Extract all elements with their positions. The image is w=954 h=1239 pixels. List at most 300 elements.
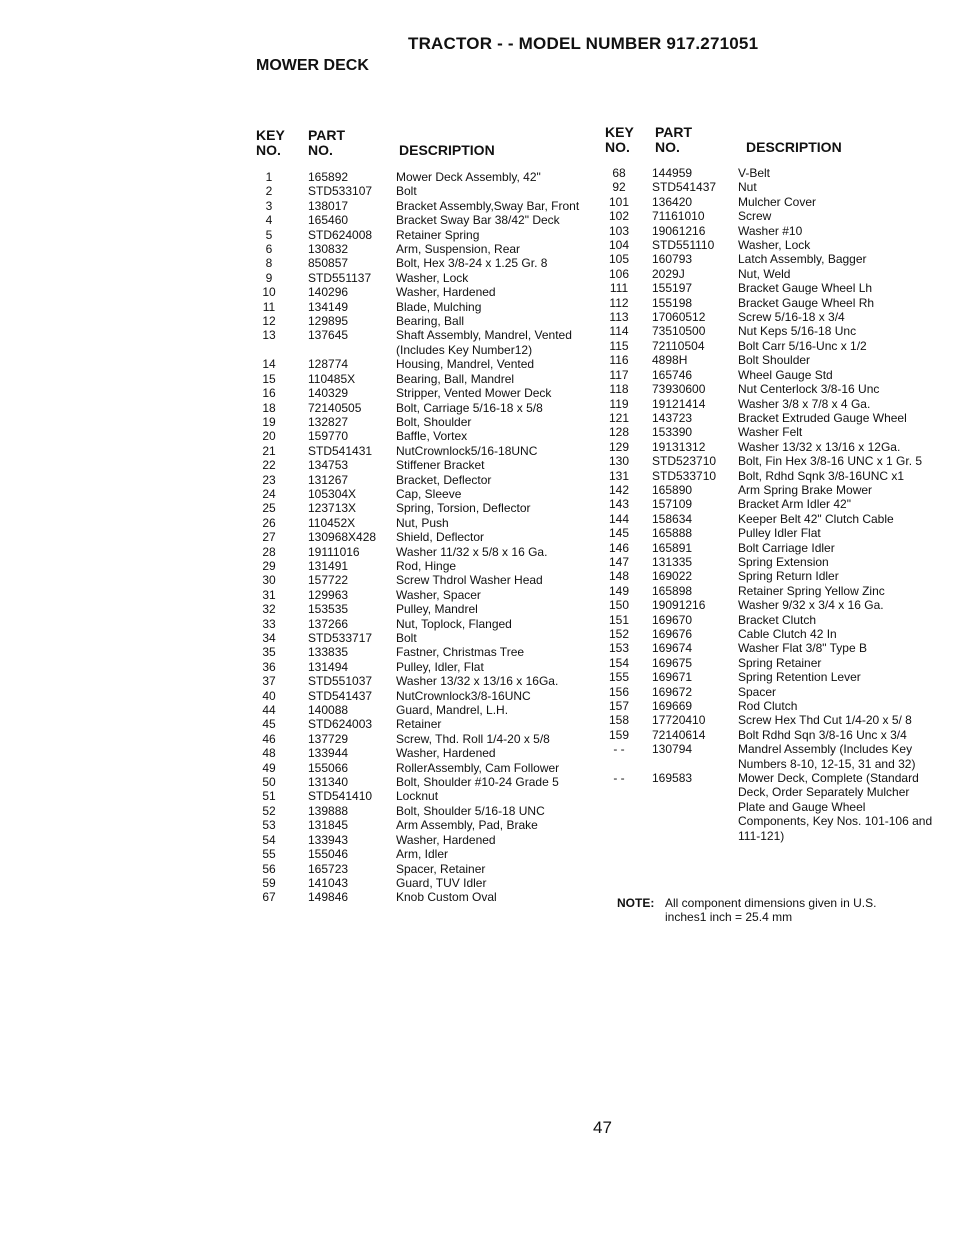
part-description: Bracket Extruded Gauge Wheel	[738, 410, 907, 425]
key-number: 48	[262, 746, 276, 761]
part-number: 165460	[308, 213, 349, 228]
part-description: Arm Spring Brake Mower	[738, 482, 873, 497]
parts-row	[600, 670, 933, 684]
part-description: Washer, Lock	[396, 270, 469, 285]
parts-row	[252, 761, 581, 775]
parts-row	[252, 588, 581, 602]
parts-row	[252, 833, 581, 847]
part-description: Latch Assembly, Bagger	[738, 252, 867, 267]
part-description: Retainer Spring Yellow Zinc	[738, 583, 885, 598]
part-number: 132827	[308, 414, 349, 429]
part-number: 155066	[308, 760, 349, 775]
key-number: 119	[609, 396, 629, 411]
key-number: 101	[608, 194, 630, 209]
key-number: 6	[265, 242, 273, 257]
part-description: Washer 9/32 x 3/4 x 16 Ga.	[738, 598, 884, 613]
parts-row	[600, 771, 933, 843]
parts-row	[252, 473, 581, 487]
parts-row	[252, 184, 581, 198]
key-number: 23	[262, 472, 276, 487]
part-description: NutCrownlock3/8-16UNC	[396, 688, 531, 703]
part-description: Washer 11/32 x 5/8 x 16 Ga.	[396, 544, 548, 559]
part-description: Washer 13/32 x 13/16 x 12Ga.	[738, 439, 901, 454]
parts-row	[252, 789, 581, 803]
part-description: Knob Custom Oval	[396, 890, 497, 905]
parts-row	[600, 166, 933, 180]
key-number: 25	[262, 501, 276, 516]
part-number: 130968X428	[308, 530, 377, 545]
part-description: Rod Clutch	[738, 699, 798, 714]
part-description: Bolt, Shoulder #10-24 Grade 5	[396, 775, 559, 790]
key-number: 153	[608, 641, 630, 656]
part-description: Bracket Clutch	[738, 612, 817, 627]
part-number: 110485X	[308, 371, 356, 386]
parts-row	[600, 296, 933, 310]
key-number: 106	[608, 266, 630, 281]
part-description: Bracket Arm Idler 42"	[738, 497, 851, 512]
key-number: 50	[262, 775, 276, 790]
key-number: 2	[265, 184, 273, 199]
right-parts-list	[600, 166, 933, 843]
key-number: 155	[608, 670, 630, 685]
parts-row	[252, 501, 581, 515]
key-number: 30	[262, 573, 276, 588]
part-description: Guard, Mandrel, L.H.	[396, 703, 509, 718]
key-number: 46	[262, 731, 276, 746]
parts-row	[252, 314, 581, 328]
key-number: 130	[608, 454, 630, 469]
part-number: 131267	[308, 472, 349, 487]
part-number: 169672	[652, 684, 693, 699]
part-description: Blade, Mulching	[396, 299, 482, 314]
part-description: Spring Retainer	[738, 655, 822, 670]
part-description: Shaft Assembly, Mandrel, Vented (Includes Key Number12)	[396, 328, 572, 357]
part-description: Mower Deck, Complete (Standard Deck, Order Separately Mulcher Plate and Gauge Wheel Components, Key Nos. 101-106 and 111-121)	[738, 771, 933, 843]
part-number: 128774	[308, 357, 349, 372]
part-description: Mower Deck Assembly, 42"	[396, 170, 541, 184]
part-number: 169671	[652, 670, 693, 685]
parts-row	[600, 469, 933, 483]
key-number: 112	[609, 295, 629, 310]
key-number: 105	[608, 252, 630, 267]
part-description: Bolt Shoulder	[738, 353, 811, 368]
parts-row	[252, 199, 581, 213]
key-number: 104	[608, 238, 630, 253]
key-number: 159	[608, 727, 630, 742]
parts-row	[252, 458, 581, 472]
key-number: 131	[608, 468, 630, 483]
part-description: Bolt, Hex 3/8-24 x 1.25 Gr. 8	[396, 256, 548, 271]
key-number: 51	[262, 789, 276, 804]
parts-row	[600, 224, 933, 238]
key-number: 116	[609, 353, 629, 368]
key-number: 20	[262, 429, 276, 444]
parts-row	[600, 281, 933, 295]
key-number: 21	[262, 443, 276, 458]
part-description: Bolt Carriage Idler	[738, 540, 835, 555]
parts-row	[252, 631, 581, 645]
parts-row	[600, 685, 933, 699]
key-number: 143	[608, 497, 630, 512]
part-description: Bracket Gauge Wheel Rh	[738, 295, 875, 310]
part-description: Bracket Sway Bar 38/42" Deck	[396, 213, 560, 228]
part-number: 19111016	[308, 544, 360, 559]
part-number: 131491	[308, 558, 349, 573]
part-description: Locknut	[396, 789, 439, 804]
part-description: Fastner, Christmas Tree	[396, 645, 525, 660]
part-description: Bolt, Shoulder 5/16-18 UNC	[396, 803, 545, 818]
key-number: 158	[608, 713, 630, 728]
part-number: 165888	[652, 526, 693, 541]
parts-row	[252, 401, 581, 415]
parts-row	[600, 180, 933, 194]
part-number: 72140505	[308, 400, 362, 415]
parts-row	[252, 300, 581, 314]
key-number: 152	[608, 627, 630, 641]
page-number: 47	[593, 1118, 612, 1137]
left-key-header	[256, 128, 285, 158]
key-number: 19	[262, 414, 276, 429]
key-number: 117	[609, 367, 629, 382]
part-number: 139888	[308, 803, 349, 818]
part-description: Spring Return Idler	[738, 569, 839, 584]
parts-row	[252, 847, 581, 861]
part-number: 169022	[652, 569, 693, 584]
part-description: Spring Retention Lever	[738, 670, 861, 685]
part-description: Nut, Push	[396, 515, 449, 530]
part-number: 165891	[652, 540, 693, 555]
part-number: 140088	[308, 703, 349, 718]
part-number: 153390	[652, 425, 693, 440]
part-number: STD541437	[652, 180, 717, 195]
part-description: Screw	[738, 209, 772, 224]
part-description: Nut, Toplock, Flanged	[396, 616, 512, 631]
key-number: 52	[262, 803, 276, 818]
parts-row	[252, 415, 581, 429]
parts-row	[600, 411, 933, 425]
left-key-header-line2: NO.	[256, 142, 281, 158]
parts-row	[600, 541, 933, 555]
key-number: 121	[608, 410, 630, 425]
key-number: 103	[608, 223, 630, 238]
parts-row	[600, 584, 933, 598]
key-number: 16	[262, 386, 276, 401]
note-label: NOTE:	[617, 896, 655, 910]
part-number: 160793	[652, 252, 693, 267]
key-number: 55	[262, 847, 276, 862]
part-description: Bracket Gauge Wheel Lh	[738, 281, 873, 296]
part-number: 131335	[652, 554, 693, 569]
key-number: 4	[265, 213, 273, 228]
parts-row	[600, 252, 933, 266]
key-number: 28	[262, 544, 276, 559]
parts-row	[252, 746, 581, 760]
part-description: Bearing, Ball	[396, 314, 465, 329]
part-description: Stripper, Vented Mower Deck	[396, 386, 552, 401]
key-number: 149	[608, 583, 630, 598]
parts-row	[600, 598, 933, 612]
part-number: 71161010	[652, 209, 705, 224]
key-number: 36	[262, 659, 276, 674]
part-number: 140296	[308, 285, 349, 300]
part-number: 17720410	[652, 713, 706, 728]
parts-row	[252, 703, 581, 717]
key-number: 67	[262, 890, 276, 905]
parts-row	[600, 382, 933, 396]
key-number: 13	[262, 328, 276, 343]
part-description: Bolt, Fin Hex 3/8-16 UNC x 1 Gr. 5	[738, 454, 923, 469]
key-number: 53	[262, 818, 276, 833]
parts-row	[252, 545, 581, 559]
part-description: Washer, Lock	[738, 238, 811, 253]
key-number: 92	[612, 180, 626, 195]
part-number: 144959	[652, 166, 693, 180]
part-number: 123713X	[308, 501, 357, 516]
part-description: Washer, Hardened	[396, 746, 496, 761]
parts-row	[252, 645, 581, 659]
key-number: 145	[608, 526, 630, 541]
parts-row	[252, 429, 581, 443]
part-number: 73930600	[652, 382, 706, 397]
part-description: RollerAssembly, Cam Follower	[396, 760, 560, 775]
part-number: STD541410	[308, 789, 373, 804]
part-number: 129895	[308, 314, 349, 329]
key-number: 102	[608, 209, 630, 224]
parts-row	[252, 674, 581, 688]
part-description: Bracket Assembly,Sway Bar, Front	[396, 198, 580, 213]
part-number: 140329	[308, 386, 349, 401]
part-number: 169674	[652, 641, 693, 656]
key-number: 151	[608, 612, 630, 627]
part-description: Bolt	[396, 184, 417, 199]
parts-row	[600, 195, 933, 209]
part-number: 169583	[652, 771, 693, 786]
parts-row	[600, 512, 933, 526]
part-number: 157722	[308, 573, 349, 588]
key-number: 35	[262, 645, 276, 660]
parts-row	[252, 357, 581, 371]
part-number: STD533710	[652, 468, 717, 483]
parts-row	[252, 775, 581, 789]
key-number: 45	[262, 717, 276, 732]
part-description: Mandrel Assembly (Includes Key Numbers 8-10, 12-15, 31 and 32)	[738, 742, 916, 771]
parts-row	[600, 353, 933, 367]
key-number: - -	[613, 771, 625, 786]
left-key-header-line1: KEY	[256, 127, 285, 143]
part-number: 850857	[308, 256, 349, 271]
note-text: All component dimensions given in U.S. inches1 inch = 25.4 mm	[665, 896, 877, 925]
part-number: 130832	[308, 242, 349, 257]
part-description: Bolt	[396, 631, 417, 645]
part-description: Nut, Weld	[738, 266, 791, 281]
part-number: 169670	[652, 612, 693, 627]
part-description: Screw, Thd. Roll 1/4-20 x 5/8	[396, 731, 550, 746]
part-number: 138017	[308, 198, 349, 213]
left-parts-list	[252, 170, 581, 905]
parts-row	[600, 569, 933, 583]
part-number: 155046	[308, 847, 349, 862]
parts-row	[600, 728, 933, 742]
right-key-header-line2: NO.	[605, 139, 630, 155]
part-description: Screw 5/16-18 x 3/4	[738, 310, 845, 325]
key-number: 26	[262, 515, 276, 530]
key-number: 128	[608, 425, 630, 440]
part-description: Bolt, Carriage 5/16-18 x 5/8	[396, 400, 543, 415]
part-number: 133835	[308, 645, 349, 660]
part-number: 131340	[308, 775, 349, 790]
part-number: 153535	[308, 602, 349, 617]
part-description: Bolt, Shoulder	[396, 414, 472, 429]
key-number: 147	[608, 554, 630, 569]
parts-row	[600, 209, 933, 223]
parts-row	[600, 713, 933, 727]
part-description: Washer Felt	[738, 425, 803, 440]
parts-row	[600, 310, 933, 324]
key-number: 10	[262, 285, 276, 300]
part-number: 157109	[652, 497, 693, 512]
part-number: 155198	[652, 295, 693, 310]
part-description: Nut Centerlock 3/8-16 Unc	[738, 382, 880, 397]
part-number: 129963	[308, 587, 349, 602]
part-description: Washer 3/8 x 7/8 x 4 Ga.	[738, 396, 871, 411]
part-number: 19131312	[652, 439, 706, 454]
key-number: 59	[262, 875, 276, 890]
key-number: 154	[608, 655, 630, 670]
part-number: STD624003	[308, 717, 373, 732]
part-description: Keeper Belt 42" Clutch Cable	[738, 511, 894, 526]
part-number: STD533717	[308, 631, 373, 645]
part-description: Screw Thdrol Washer Head	[396, 573, 543, 588]
parts-row	[252, 573, 581, 587]
key-number: 34	[262, 631, 276, 645]
part-description: V-Belt	[738, 166, 771, 180]
parts-row	[600, 454, 933, 468]
parts-row	[600, 368, 933, 382]
parts-row	[600, 656, 933, 670]
part-number: 73510500	[652, 324, 706, 339]
part-number: STD533107	[308, 184, 373, 199]
parts-row	[600, 238, 933, 252]
parts-row	[252, 444, 581, 458]
part-number: STD541437	[308, 688, 373, 703]
part-description: Washer, Hardened	[396, 832, 496, 847]
part-description: Washer 13/32 x 13/16 x 16Ga.	[396, 674, 559, 689]
part-number: 110452X	[308, 515, 356, 530]
right-key-header-line1: KEY	[605, 124, 634, 140]
part-number: STD541431	[308, 443, 373, 458]
key-number: 37	[262, 674, 276, 689]
parts-row	[600, 742, 933, 771]
parts-row	[600, 483, 933, 497]
part-number: 105304X	[308, 486, 357, 501]
key-number: 3	[265, 198, 273, 213]
key-number: 40	[262, 688, 276, 703]
key-number: 15	[262, 371, 276, 386]
parts-row	[600, 397, 933, 411]
part-number: 169675	[652, 655, 693, 670]
parts-row	[252, 256, 581, 270]
parts-row	[600, 699, 933, 713]
parts-row	[252, 717, 581, 731]
parts-row	[252, 732, 581, 746]
right-key-header	[605, 125, 634, 155]
key-number: 129	[608, 439, 630, 454]
parts-row	[600, 425, 933, 439]
part-description: Guard, TUV Idler	[396, 875, 487, 890]
part-description: Pulley, Idler, Flat	[396, 659, 484, 674]
part-number: 165890	[652, 482, 693, 497]
parts-row	[252, 386, 581, 400]
part-description: Cable Clutch 42 In	[738, 627, 837, 641]
part-number: STD551110	[652, 238, 715, 253]
parts-row	[600, 324, 933, 338]
part-description: Bracket, Deflector	[396, 472, 492, 487]
key-number: 24	[262, 486, 276, 501]
key-number: 111	[609, 281, 629, 296]
key-number: 142	[608, 482, 630, 497]
part-description: Nut	[738, 180, 757, 195]
part-description: Bolt Carr 5/16-Unc x 1/2	[738, 338, 867, 353]
part-number: STD551137	[308, 270, 372, 285]
part-number: 130794	[652, 742, 693, 757]
key-number: 18	[262, 400, 276, 415]
part-number: 165746	[652, 367, 693, 382]
part-number: 19121414	[652, 396, 706, 411]
key-number: 9	[265, 270, 273, 285]
part-number: 141043	[308, 875, 349, 890]
part-description: Bearing, Ball, Mandrel	[396, 371, 515, 386]
part-number: 133944	[308, 746, 349, 761]
key-number: 150	[608, 598, 630, 613]
part-number: STD523710	[652, 454, 717, 469]
part-description: Washer, Spacer	[396, 587, 481, 602]
key-number: 11	[262, 299, 276, 314]
parts-row	[600, 641, 933, 655]
part-description: Wheel Gauge Std	[738, 367, 833, 382]
parts-row	[252, 689, 581, 703]
parts-row	[252, 242, 581, 256]
part-number: STD551037	[308, 674, 373, 689]
part-description: Spacer	[738, 684, 777, 699]
key-number: 54	[262, 832, 276, 847]
parts-row	[252, 559, 581, 573]
part-number: 137729	[308, 731, 349, 746]
part-description: Retainer	[396, 717, 442, 732]
key-number: 32	[262, 602, 276, 617]
part-description: Spring, Torsion, Deflector	[396, 501, 531, 516]
part-number: 165898	[652, 583, 693, 598]
part-number: 2029J	[652, 266, 685, 281]
parts-row	[600, 613, 933, 627]
part-description: Rod, Hinge	[396, 558, 457, 573]
parts-row	[252, 228, 581, 242]
part-number: 134149	[308, 299, 349, 314]
key-number: 31	[262, 587, 276, 602]
left-part-header-line1: PART	[308, 127, 346, 143]
parts-row	[252, 285, 581, 299]
section-title: MOWER DECK	[256, 57, 369, 74]
part-description: Pulley, Mandrel	[396, 602, 478, 617]
part-number: 131845	[308, 818, 349, 833]
key-number: 114	[609, 324, 629, 339]
key-number: 33	[262, 616, 276, 631]
part-description: Mulcher Cover	[738, 194, 817, 209]
left-description-header: DESCRIPTION	[399, 142, 495, 158]
key-number: 146	[608, 540, 630, 555]
part-number: 72110504	[652, 338, 705, 353]
part-description: NutCrownlock5/16-18UNC	[396, 443, 538, 458]
parts-row	[252, 530, 581, 544]
